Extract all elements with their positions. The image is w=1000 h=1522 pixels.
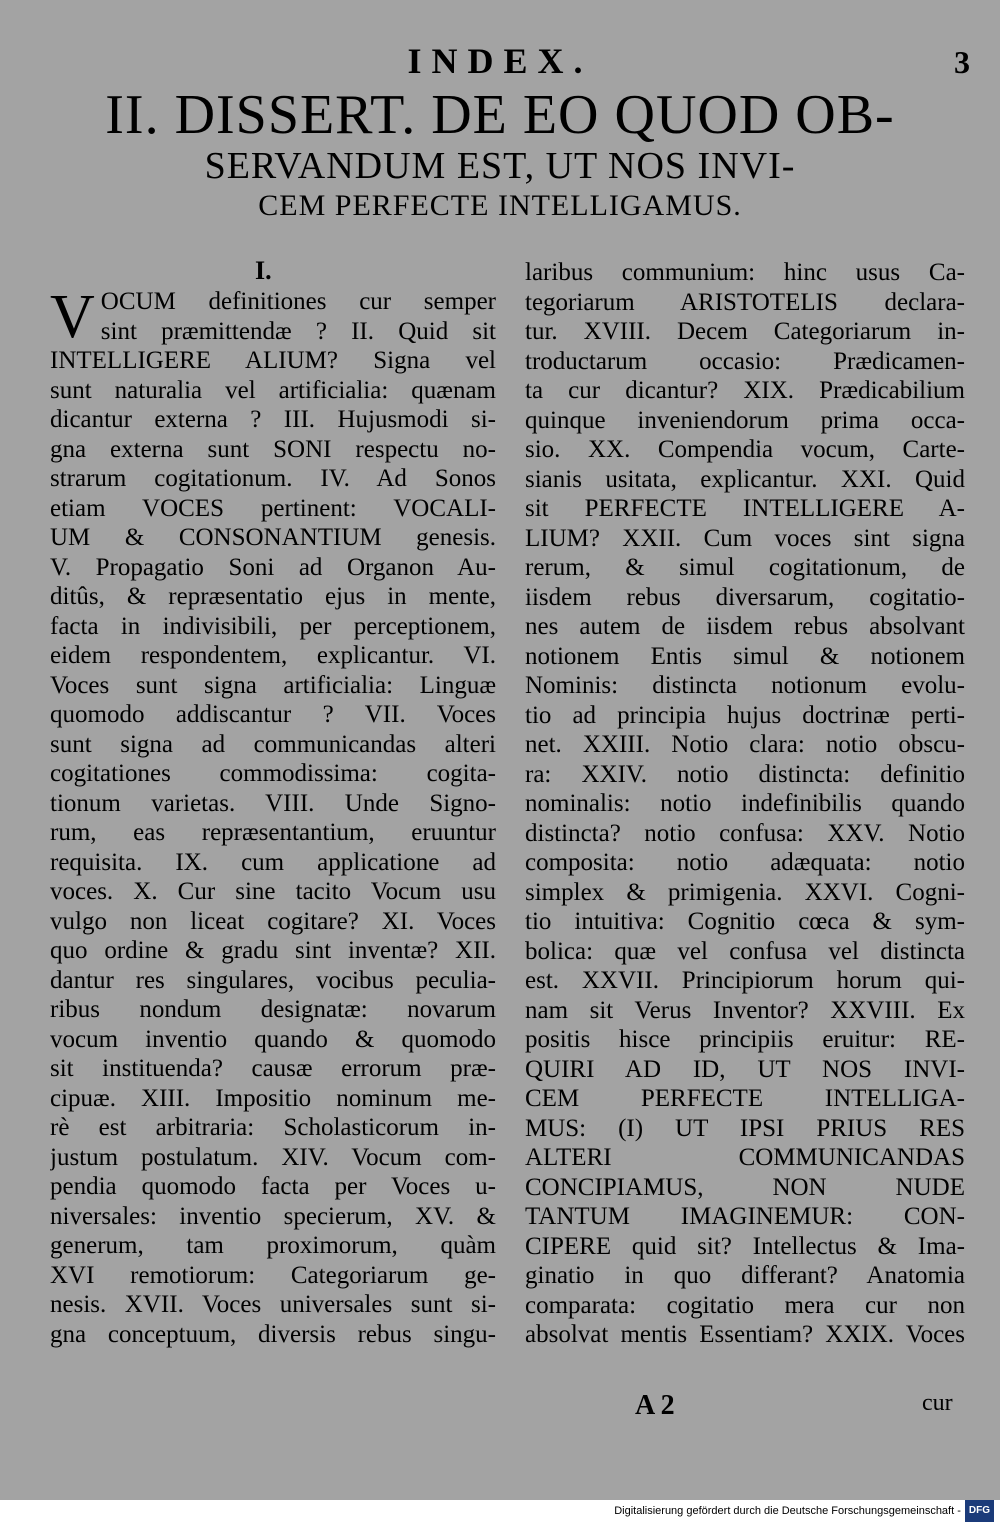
right-column-line: bolica: quæ vel confusa vel distincta — [525, 937, 965, 965]
right-column-line: distincta? notio confusa: XXV. Notio — [525, 819, 965, 847]
right-column-line: ginatio in quo differant? Anatomia — [525, 1262, 965, 1289]
right-column-line: simplex & primigenia. XXVI. Cogni- — [525, 878, 965, 906]
left-column-line: ditûs, & repræsentatio ejus in mente, — [50, 583, 496, 610]
right-column-line: troductarum occasio: Prædicamen- — [525, 347, 965, 375]
left-column-line: cipuæ. XIII. Impositio nominum me- — [50, 1084, 496, 1112]
right-column-line: CIPERE quid sit? Intellectus & Ima- — [525, 1232, 965, 1260]
left-column-line: sunt naturalia vel artificialia: quænam — [50, 376, 496, 404]
left-column-line: generum, tam proximorum, quàm — [50, 1232, 496, 1259]
right-column-line: composita: notio adæquata: notio — [525, 849, 965, 876]
left-column-line: voces. X. Cur sine tacito Vocum usu — [50, 878, 496, 905]
left-column-line: justum postulatum. XIV. Vocum com- — [50, 1143, 496, 1171]
left-column-line: OCUM definitiones cur semper — [100, 288, 496, 315]
digitization-footer — [0, 1500, 1000, 1520]
left-column-line: ribus nondum designatæ: novarum — [50, 996, 496, 1023]
right-column-line: QUIRI AD ID, UT NOS INVI- — [525, 1055, 965, 1083]
left-column-line: gna conceptuum, diversis rebus singu- — [50, 1320, 496, 1348]
right-column-line: CONCIPIAMUS, NON NUDE — [525, 1173, 965, 1201]
right-column-line: nam sit Verus Inventor? XXVIII. Ex — [525, 996, 965, 1024]
right-column-line: nes autem de iisdem rebus absolvant — [525, 613, 965, 640]
left-column-line: gna externa sunt SONI respectu no- — [50, 435, 496, 463]
right-column-line: iisdem rebus diversarum, cogitatio- — [525, 583, 965, 611]
right-column-line: LIUM? XXII. Cum voces sint signa — [525, 524, 965, 552]
title-line-3: CEM PERFECTE INTELLIGAMUS. — [258, 189, 742, 222]
left-column-line: vulgo non liceat cogitare? XI. Voces — [50, 907, 496, 935]
right-column-line: Nominis: distincta notionum evolu- — [525, 672, 965, 699]
left-column-line: tionum varietas. VIII. Unde Signo- — [50, 789, 496, 817]
right-column-line: quinque inveniendorum prima occa- — [525, 406, 965, 434]
page-number: 3 — [954, 44, 970, 80]
right-column-line: sianis usitata, explicantur. XXI. Quid — [525, 465, 965, 493]
left-column-line: quo ordine & gradu sint inventæ? XII. — [50, 937, 496, 964]
left-column-line: vocum inventio quando & quomodo — [50, 1025, 496, 1053]
right-column-line: notionem Entis simul & notionem — [525, 642, 965, 670]
right-column-line: MUS: (I) UT IPSI PRIUS RES — [525, 1114, 965, 1142]
right-column-line: absolvat mentis Essentiam? XXIX. Voces — [525, 1321, 965, 1348]
left-column-line: INTELLIGERE ALIUM? Signa vel — [50, 347, 496, 374]
right-column — [525, 258, 965, 1350]
right-column-line: tegoriarum ARISTOTELIS declara- — [525, 288, 965, 316]
left-column-line: V. Propagatio Soni ad Organon Au- — [50, 553, 496, 581]
right-column-line: tio intuitiva: Cognitio cœca & sym- — [525, 908, 965, 935]
right-column-line: CEM PERFECTE INTELLIGA- — [525, 1085, 965, 1112]
right-column-line: comparata: cogitatio mera cur non — [525, 1291, 965, 1319]
dfg-logo-icon: DFG — [965, 1500, 994, 1522]
right-column-line: net. XXIII. Notio clara: notio obscu- — [525, 731, 965, 758]
left-column-line: UM & CONSONANTIUM genesis. — [50, 524, 496, 551]
left-column-line: Voces sunt signa artificialia: Linguæ — [50, 671, 496, 699]
left-column-line: sint præmittendæ ? II. Quid sit — [100, 317, 496, 345]
right-column-line: nominalis: notio indefinibilis quando — [525, 790, 965, 817]
right-column-line: rerum, & simul cogitationum, de — [525, 554, 965, 581]
title-line-2: SERVANDUM EST, UT NOS INVI- — [204, 145, 796, 187]
left-column-line: strarum cogitationum. IV. Ad Sonos — [50, 465, 496, 492]
left-column-line: rum, eas repræsentantium, eruuntur — [50, 819, 496, 846]
right-column-line: est. XXVII. Principiorum horum qui- — [525, 967, 965, 994]
left-column-line: XVI remotiorum: Categoriarum ge- — [50, 1261, 496, 1289]
left-column-line: quomodo addiscantur ? VII. Voces — [50, 701, 496, 728]
left-column-line: sit instituenda? causæ errorum præ- — [50, 1055, 496, 1082]
right-column-line: sio. XX. Compendia vocum, Carte- — [525, 436, 965, 463]
footer-text: Digitalisierung gefördert durch die Deutsche Forschungsgemeinschaft - — [614, 1504, 961, 1517]
left-column — [50, 283, 496, 1349]
right-column-line: ta cur dicantur? XIX. Prædicabilium — [525, 377, 965, 404]
left-column-line: dantur res singulares, vocibus peculia- — [50, 966, 496, 994]
left-column-line: rè est arbitraria: Scholasticorum in- — [50, 1114, 496, 1141]
left-column-line: niversales: inventio specierum, XV. & — [50, 1202, 496, 1230]
right-column-line: positis hisce principiis eruitur: RE- — [525, 1026, 965, 1053]
left-column-line: etiam VOCES pertinent: VOCALI- — [50, 494, 496, 522]
left-column-line: dicantur externa ? III. Hujusmodi si- — [50, 406, 496, 433]
catchword: cur — [922, 1390, 953, 1416]
left-column-line: cogitationes commodissima: cogita- — [50, 760, 496, 787]
left-column-line: pendia quomodo facta per Voces u- — [50, 1173, 496, 1200]
right-column-line: tio ad principia hujus doctrinæ perti- — [525, 701, 965, 729]
right-column-line: sit PERFECTE INTELLIGERE A- — [525, 495, 965, 522]
left-column-line: nesis. XVII. Voces universales sunt si- — [50, 1291, 496, 1318]
section-numeral: I. — [255, 256, 272, 285]
drop-cap: V — [50, 283, 95, 351]
left-column-line: eidem respondentem, explicantur. VI. — [50, 642, 496, 669]
right-column-line: ALTERI COMMUNICANDAS — [525, 1144, 965, 1171]
left-column-line: facta in indivisibili, per perceptionem, — [50, 612, 496, 640]
right-column-line: TANTUM IMAGINEMUR: CON- — [525, 1203, 965, 1230]
dissertation-title — [0, 86, 1000, 224]
signature-mark: A 2 — [635, 1390, 675, 1421]
right-column-line: tur. XVIII. Decem Categoriarum in- — [525, 318, 965, 345]
running-head: INDEX. — [407, 41, 593, 81]
title-line-1: II. DISSERT. DE EO QUOD OB- — [105, 84, 895, 146]
right-column-line: laribus communium: hinc usus Ca- — [525, 259, 965, 286]
left-column-line: sunt signa ad communicandas alteri — [50, 730, 496, 758]
left-column-line: requisita. IX. cum applicatione ad — [50, 848, 496, 876]
right-column-line: ra: XXIV. notio distincta: definitio — [525, 760, 965, 788]
